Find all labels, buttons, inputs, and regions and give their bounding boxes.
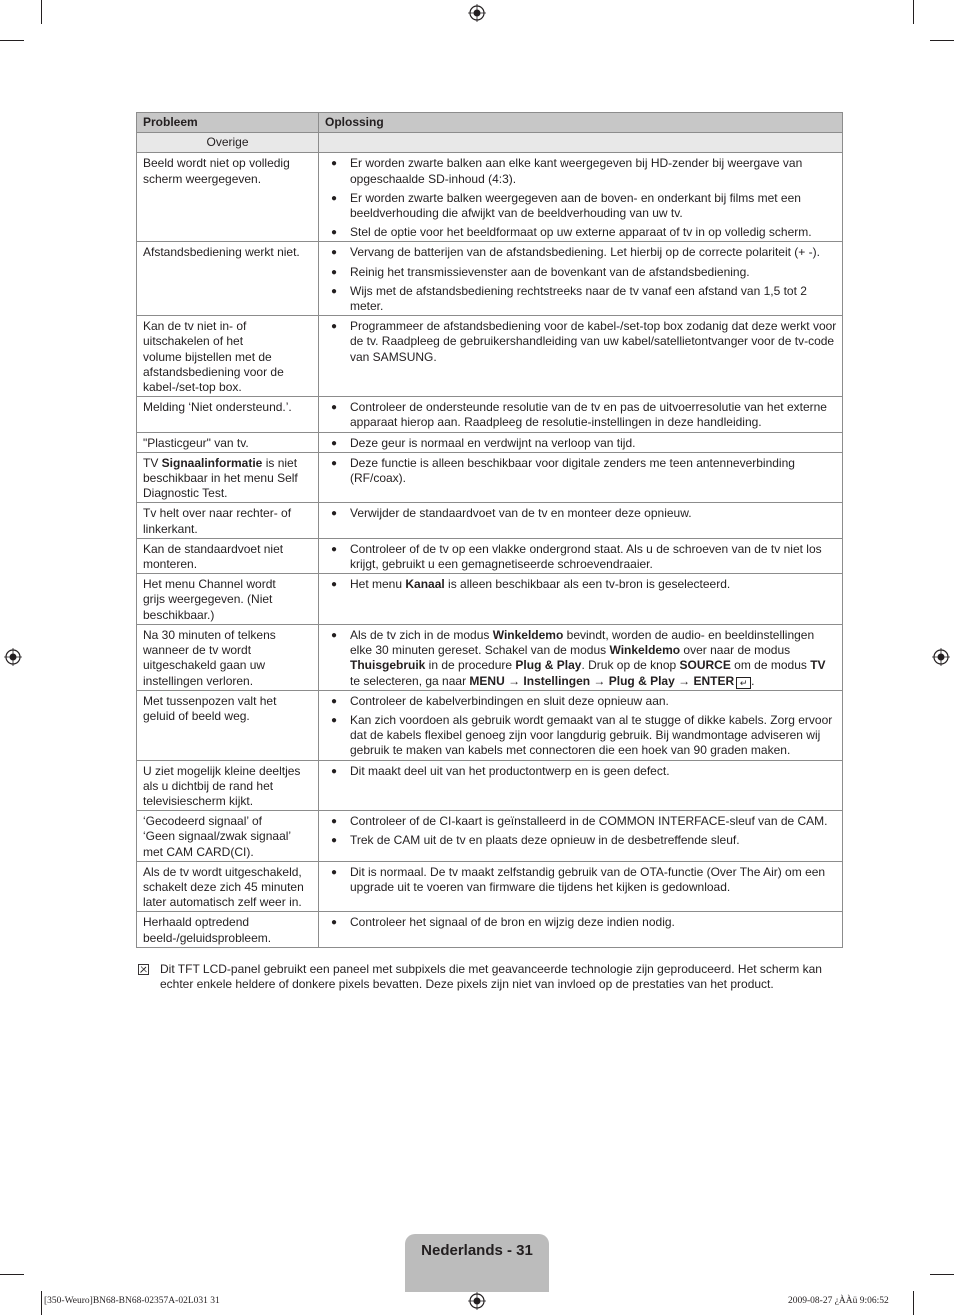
bullet-icon: ●: [331, 835, 338, 847]
print-info-left: [350-Weuro]BN68-BN68-02357A-02L031 31: [44, 1296, 220, 1306]
problem-bold-text: Signaalinformatie: [161, 455, 263, 470]
bullet-icon: ●: [331, 285, 338, 297]
solution-text: Programmeer de afstandsbediening voor de kabel-/set-top box zodanig dat deze werkt voor de tv. Raadpleeg de gebruikershandleiding van uw kabel/satellietontvanger voor de tv-code van SAMSUNG.: [350, 319, 837, 364]
column-header-solution: Oplossing: [319, 113, 843, 133]
problem-line: Beeld wordt niet op volledig: [143, 156, 290, 171]
solution-list: [325, 245, 837, 314]
problem-cell: [137, 452, 319, 503]
problem-line: televisiescherm kijkt.: [143, 793, 254, 808]
problem-line: als u dichtbij de rand het: [143, 778, 274, 793]
problem-line: linkerkant.: [143, 521, 198, 536]
problem-line: Kan de tv niet in- of: [143, 319, 247, 334]
solution-bold-text: Kanaal: [405, 577, 445, 592]
problem-cell: [137, 153, 319, 242]
bullet-icon: ●: [331, 508, 338, 520]
crop-mark: [0, 40, 24, 41]
table-row: [137, 861, 843, 912]
problem-line: beeld-/geluidsprobleem.: [143, 930, 272, 945]
registration-mark-icon: [4, 648, 22, 666]
problem-line: [143, 456, 313, 471]
solution-list: [325, 319, 837, 365]
solution-text: Controleer of de tv op een vlakke ondergrond staat. Als u de schroeven van de tv niet los krijgt, gebruikt u een gemagnetiseerde schroevendraaier.: [350, 541, 822, 572]
solution-item: [325, 436, 837, 451]
solution-text: Verwijder de standaardvoet van de tv en monteer deze opnieuw.: [350, 506, 692, 521]
solution-bold-text: Winkeldemo: [609, 643, 681, 658]
solution-item: [325, 284, 837, 314]
solution-item: [325, 542, 837, 572]
solution-bold-text: TV: [810, 658, 826, 673]
table-row: [137, 760, 843, 811]
solution-cell: [319, 861, 843, 912]
solution-item: [325, 191, 837, 221]
solution-item: [325, 833, 837, 848]
table-header-row: [137, 113, 843, 133]
solution-text: Controleer het signaal of de bron en wijzig deze indien nodig.: [350, 915, 675, 930]
solution-item: [325, 456, 837, 486]
problem-line: Diagnostic Test.: [143, 486, 228, 501]
solution-list: [325, 436, 837, 451]
solution-list: [325, 814, 837, 848]
problem-line: monteren.: [143, 557, 198, 572]
solution-text: Deze functie is alleen beschikbaar voor digitale zenders me teen antenneverbinding (RF/coax).: [350, 455, 795, 486]
solution-item: [325, 713, 837, 759]
problem-line: beschikbaar in het menu Self: [143, 471, 298, 486]
solution-item: [325, 156, 837, 186]
problem-line: ‘Geen signaal/zwak signaal’: [143, 829, 292, 844]
bullet-icon: ●: [331, 457, 338, 469]
problem-cell: [137, 624, 319, 690]
problem-line: Herhaald optredend: [143, 915, 250, 930]
problem-cell: [137, 538, 319, 573]
problem-line: Afstandsbediening werkt niet.: [143, 245, 300, 260]
problem-line: met CAM CARD(CI).: [143, 844, 254, 859]
bullet-icon: ●: [331, 247, 338, 259]
problem-line: wanneer de tv wordt: [143, 643, 252, 658]
problem-line: scherm weergegeven.: [143, 171, 262, 186]
solution-item: [325, 814, 837, 829]
section-empty-cell: [319, 133, 843, 153]
note-icon: [138, 964, 149, 975]
problem-text: is niet: [262, 455, 298, 470]
bullet-icon: ●: [331, 227, 338, 239]
solution-text: Kan zich voordoen als gebruik wordt gemaakt van al te stugge of dikke kabels. Zorg ervoor dat de kabels flexibel genoeg zijn voor langdurig gebruik. Bij wandmontage adviseren wij gebruik te maken van kabels met connectoren die een hoek van 90 graden maken.: [350, 712, 833, 758]
problem-text: TV: [143, 455, 162, 470]
solution-list: [325, 764, 837, 779]
table-row: [137, 690, 843, 760]
crop-mark: [930, 1274, 954, 1275]
problem-line: U ziet mogelijk kleine deeltjes: [143, 763, 301, 778]
solution-list: [325, 156, 837, 240]
page-number: Nederlands - 31: [421, 1242, 533, 1259]
problem-line: beschikbaar.): [143, 607, 215, 622]
bullet-icon: ●: [331, 765, 338, 777]
solution-item: [325, 506, 837, 521]
crop-mark: [41, 1291, 42, 1315]
solution-bold-text: Thuisgebruik: [350, 658, 426, 673]
crop-mark: [41, 0, 42, 24]
solution-item: ● Als de tv zich in de modus Winkeldemo bevindt, worden de audio- en beeldinstellingen elke 30 minuten gereset. Schakel van de modus Winkeldemo over naar de modus Thuisgebruik in de procedure Plug & Play. Druk op de knop SOURCE om de modus TV te selecteren, ga naar MENU → Instellingen → Plug & Play → ENTER ↵ .: [331, 627, 826, 688]
solution-text: Trek de CAM uit de tv en plaats deze opnieuw in de desbetreffende sleuf.: [350, 833, 740, 848]
problem-line: afstandsbediening voor de: [143, 364, 284, 379]
solution-list: [325, 577, 837, 592]
problem-cell: [137, 690, 319, 760]
print-info-right: 2009-08-27 ¿ÀÀü 9:06:52: [788, 1296, 889, 1306]
problem-line: grijs weergegeven. (Niet: [143, 592, 273, 607]
problem-line: Het menu Channel wordt: [143, 577, 276, 592]
solution-item: [325, 400, 837, 430]
problem-cell: [137, 397, 319, 432]
crop-mark: [930, 40, 954, 41]
solution-text: bevindt, worden de audio- en beeldinstellingen elke 30 minuten gereset. Schakel van de modus: [350, 627, 815, 658]
solution-list: [325, 506, 837, 521]
problem-line: geluid of beeld weg.: [143, 708, 250, 723]
solution-text: Controleer de kabelverbindingen en sluit deze opnieuw aan.: [350, 693, 669, 708]
solution-text: Het menu: [350, 577, 406, 592]
bullet-icon: ●: [331, 543, 338, 555]
bullet-icon: ●: [331, 158, 338, 170]
registration-mark-icon: [468, 4, 486, 22]
problem-cell: [137, 574, 319, 625]
solution-cell: [319, 760, 843, 811]
solution-text: Deze geur is normaal en verdwijnt na verloop van tijd.: [350, 435, 636, 450]
registration-mark-icon: [468, 1292, 486, 1310]
solution-cell: [319, 316, 843, 397]
table-row: [137, 153, 843, 242]
table-row: [137, 912, 843, 947]
solution-text: Dit is normaal. De tv maakt zelfstandig gebruik van de OTA-functie (Over The Air) om een upgrade uit te voeren van firmware die tijdens het kijken is gedownload.: [350, 864, 826, 894]
problem-line: Na 30 minuten of telkens: [143, 627, 276, 642]
troubleshooting-table: [136, 112, 843, 948]
solution-text: Vervang de batterijen van de afstandsbediening. Let hierbij op de correcte polariteit (+ -).: [350, 245, 820, 260]
column-header-problem: Probleem: [137, 113, 319, 133]
solution-text: . Druk op de knop: [581, 658, 680, 673]
solution-text: Reinig het transmissievenster aan de bovenkant van de afstandsbediening.: [350, 264, 750, 279]
bullet-icon: ●: [331, 816, 338, 828]
solution-text: Stel de optie voor het beeldformaat op uw externe apparaat of tv in op volledig scherm.: [350, 225, 812, 240]
problem-line: Melding ‘Niet ondersteund.’.: [143, 400, 292, 415]
problem-line: ‘Gecodeerd signaal’ of: [143, 814, 262, 829]
table-row: [137, 503, 843, 538]
solution-cell: [319, 538, 843, 573]
bullet-icon: ●: [331, 402, 338, 414]
problem-cell: [137, 432, 319, 452]
solution-item: [325, 915, 837, 930]
problem-line: instellingen verloren.: [143, 673, 254, 688]
solution-item: [325, 225, 837, 240]
solution-text: Dit maakt deel uit van het productontwerp en is geen defect.: [350, 763, 670, 778]
table-row: [137, 538, 843, 573]
problem-cell: [137, 861, 319, 912]
table-row: [137, 574, 843, 625]
solution-text: om de modus: [730, 658, 811, 673]
bullet-icon: ●: [331, 192, 338, 204]
solution-item: [325, 865, 837, 895]
solution-text: over naar de modus: [680, 643, 791, 658]
solution-text: Wijs met de afstandsbediening rechtstreeks naar de tv vanaf een afstand van 1,5 tot 2 meter.: [350, 283, 807, 314]
solution-text: Als de tv zich in de modus: [350, 627, 493, 642]
problem-cell: [137, 760, 319, 811]
section-label: Overige: [137, 133, 319, 153]
solution-cell: [319, 624, 843, 690]
solution-text: te selecteren, ga naar: [350, 673, 470, 688]
solution-text: in de procedure: [425, 658, 516, 673]
solution-list: [325, 865, 837, 895]
solution-bold-text: Plug & Play: [515, 658, 582, 673]
crop-mark: [913, 1291, 914, 1315]
problem-line: kabel-/set-top box.: [143, 380, 242, 395]
bullet-icon: ●: [331, 695, 338, 707]
crop-mark: [913, 0, 914, 24]
problem-cell: [137, 242, 319, 316]
section-row: [137, 133, 843, 153]
problem-line: volume bijstellen met de: [143, 349, 272, 364]
problem-cell: [137, 912, 319, 947]
solution-bold-text: Winkeldemo: [492, 627, 564, 642]
problem-cell: [137, 811, 319, 862]
table-row: [137, 397, 843, 432]
solution-text: Controleer de ondersteunde resolutie van de tv en pas de uitvoerresolutie van het externe apparaat hierop aan. Raadpleeg de resolutie-instellingen in deze handleiding.: [350, 400, 827, 430]
problem-line: schakelt deze zich 45 minuten: [143, 879, 304, 894]
crop-mark: [0, 1274, 24, 1275]
solution-cell: [319, 912, 843, 947]
solution-text: Er worden zwarte balken weergegeven aan de boven- en onderkant bij films met een beeldverhouding die afwijkt van de beeldverhouding van uw tv.: [350, 190, 801, 221]
solution-list: [325, 694, 837, 759]
problem-cell: [137, 316, 319, 397]
table-row: [137, 452, 843, 503]
solution-text: Er worden zwarte balken aan elke kant weergegeven bij HD-zender bij weergave van opgeschaalde SD-inhoud (4:3).: [350, 156, 803, 186]
problem-line: later automatisch zelf weer in.: [143, 895, 302, 910]
table-row: [137, 432, 843, 452]
problem-cell: [137, 503, 319, 538]
bullet-icon: ●: [331, 266, 338, 278]
solution-cell: [319, 811, 843, 862]
problem-line: "Plasticgeur" van tv.: [143, 435, 249, 450]
solution-cell: [319, 574, 843, 625]
footnote-text: Dit TFT LCD-panel gebruikt een paneel met subpixels die met geavanceerde technologie zijn geproduceerd. Het scherm kan echter enkele heldere of donkere pixels bevatten. Deze pixels zijn niet van invloed op de prestaties van het product.: [160, 962, 822, 992]
problem-line: Als de tv wordt uitgeschakeld,: [143, 864, 302, 879]
registration-mark-icon: [932, 648, 950, 666]
solution-item: [325, 265, 837, 280]
solution-list: [325, 628, 837, 689]
solution-text: Controleer of de CI-kaart is geïnstalleerd in de COMMON INTERFACE-sleuf van de CAM.: [350, 814, 828, 829]
table-row: [137, 316, 843, 397]
solution-bold-text: MENU → Instellingen → Plug & Play → ENTER: [469, 673, 735, 688]
bullet-icon: ●: [331, 917, 338, 929]
table-row: [137, 811, 843, 862]
solution-list: [325, 456, 837, 486]
table-row: [137, 242, 843, 316]
problem-line: uitgeschakeld gaan uw: [143, 658, 266, 673]
solution-list: [325, 400, 837, 430]
solution-item: [325, 694, 837, 709]
bullet-icon: ●: [331, 579, 338, 591]
solution-cell: [319, 690, 843, 760]
solution-list: [325, 915, 837, 930]
solution-cell: [319, 153, 843, 242]
bullet-icon: ●: [331, 629, 338, 641]
solution-cell: [319, 242, 843, 316]
page-number-tab: [405, 1234, 549, 1292]
solution-item: [325, 764, 837, 779]
problem-line: Met tussenpozen valt het: [143, 693, 277, 708]
solution-cell: [319, 432, 843, 452]
problem-line: Tv helt over naar rechter- of: [143, 506, 292, 521]
problem-line: uitschakelen of het: [143, 334, 244, 349]
bullet-icon: ●: [331, 321, 338, 333]
bullet-icon: ●: [331, 714, 338, 726]
footnote: [136, 962, 842, 992]
solution-cell: [319, 503, 843, 538]
solution-list: [325, 542, 837, 572]
solution-cell: [319, 397, 843, 432]
bullet-icon: ●: [331, 866, 338, 878]
solution-item: [325, 319, 837, 365]
solution-item: [325, 577, 837, 592]
enter-icon: ↵: [736, 677, 751, 689]
problem-line: Kan de standaardvoet niet: [143, 541, 284, 556]
solution-text: is alleen beschikbaar als een tv-bron is geselecteerd.: [444, 577, 731, 592]
solution-item: [325, 245, 837, 260]
table-row: [137, 624, 843, 690]
bullet-icon: ●: [331, 437, 338, 449]
solution-cell: [319, 452, 843, 503]
solution-bold-text: SOURCE: [679, 658, 731, 673]
